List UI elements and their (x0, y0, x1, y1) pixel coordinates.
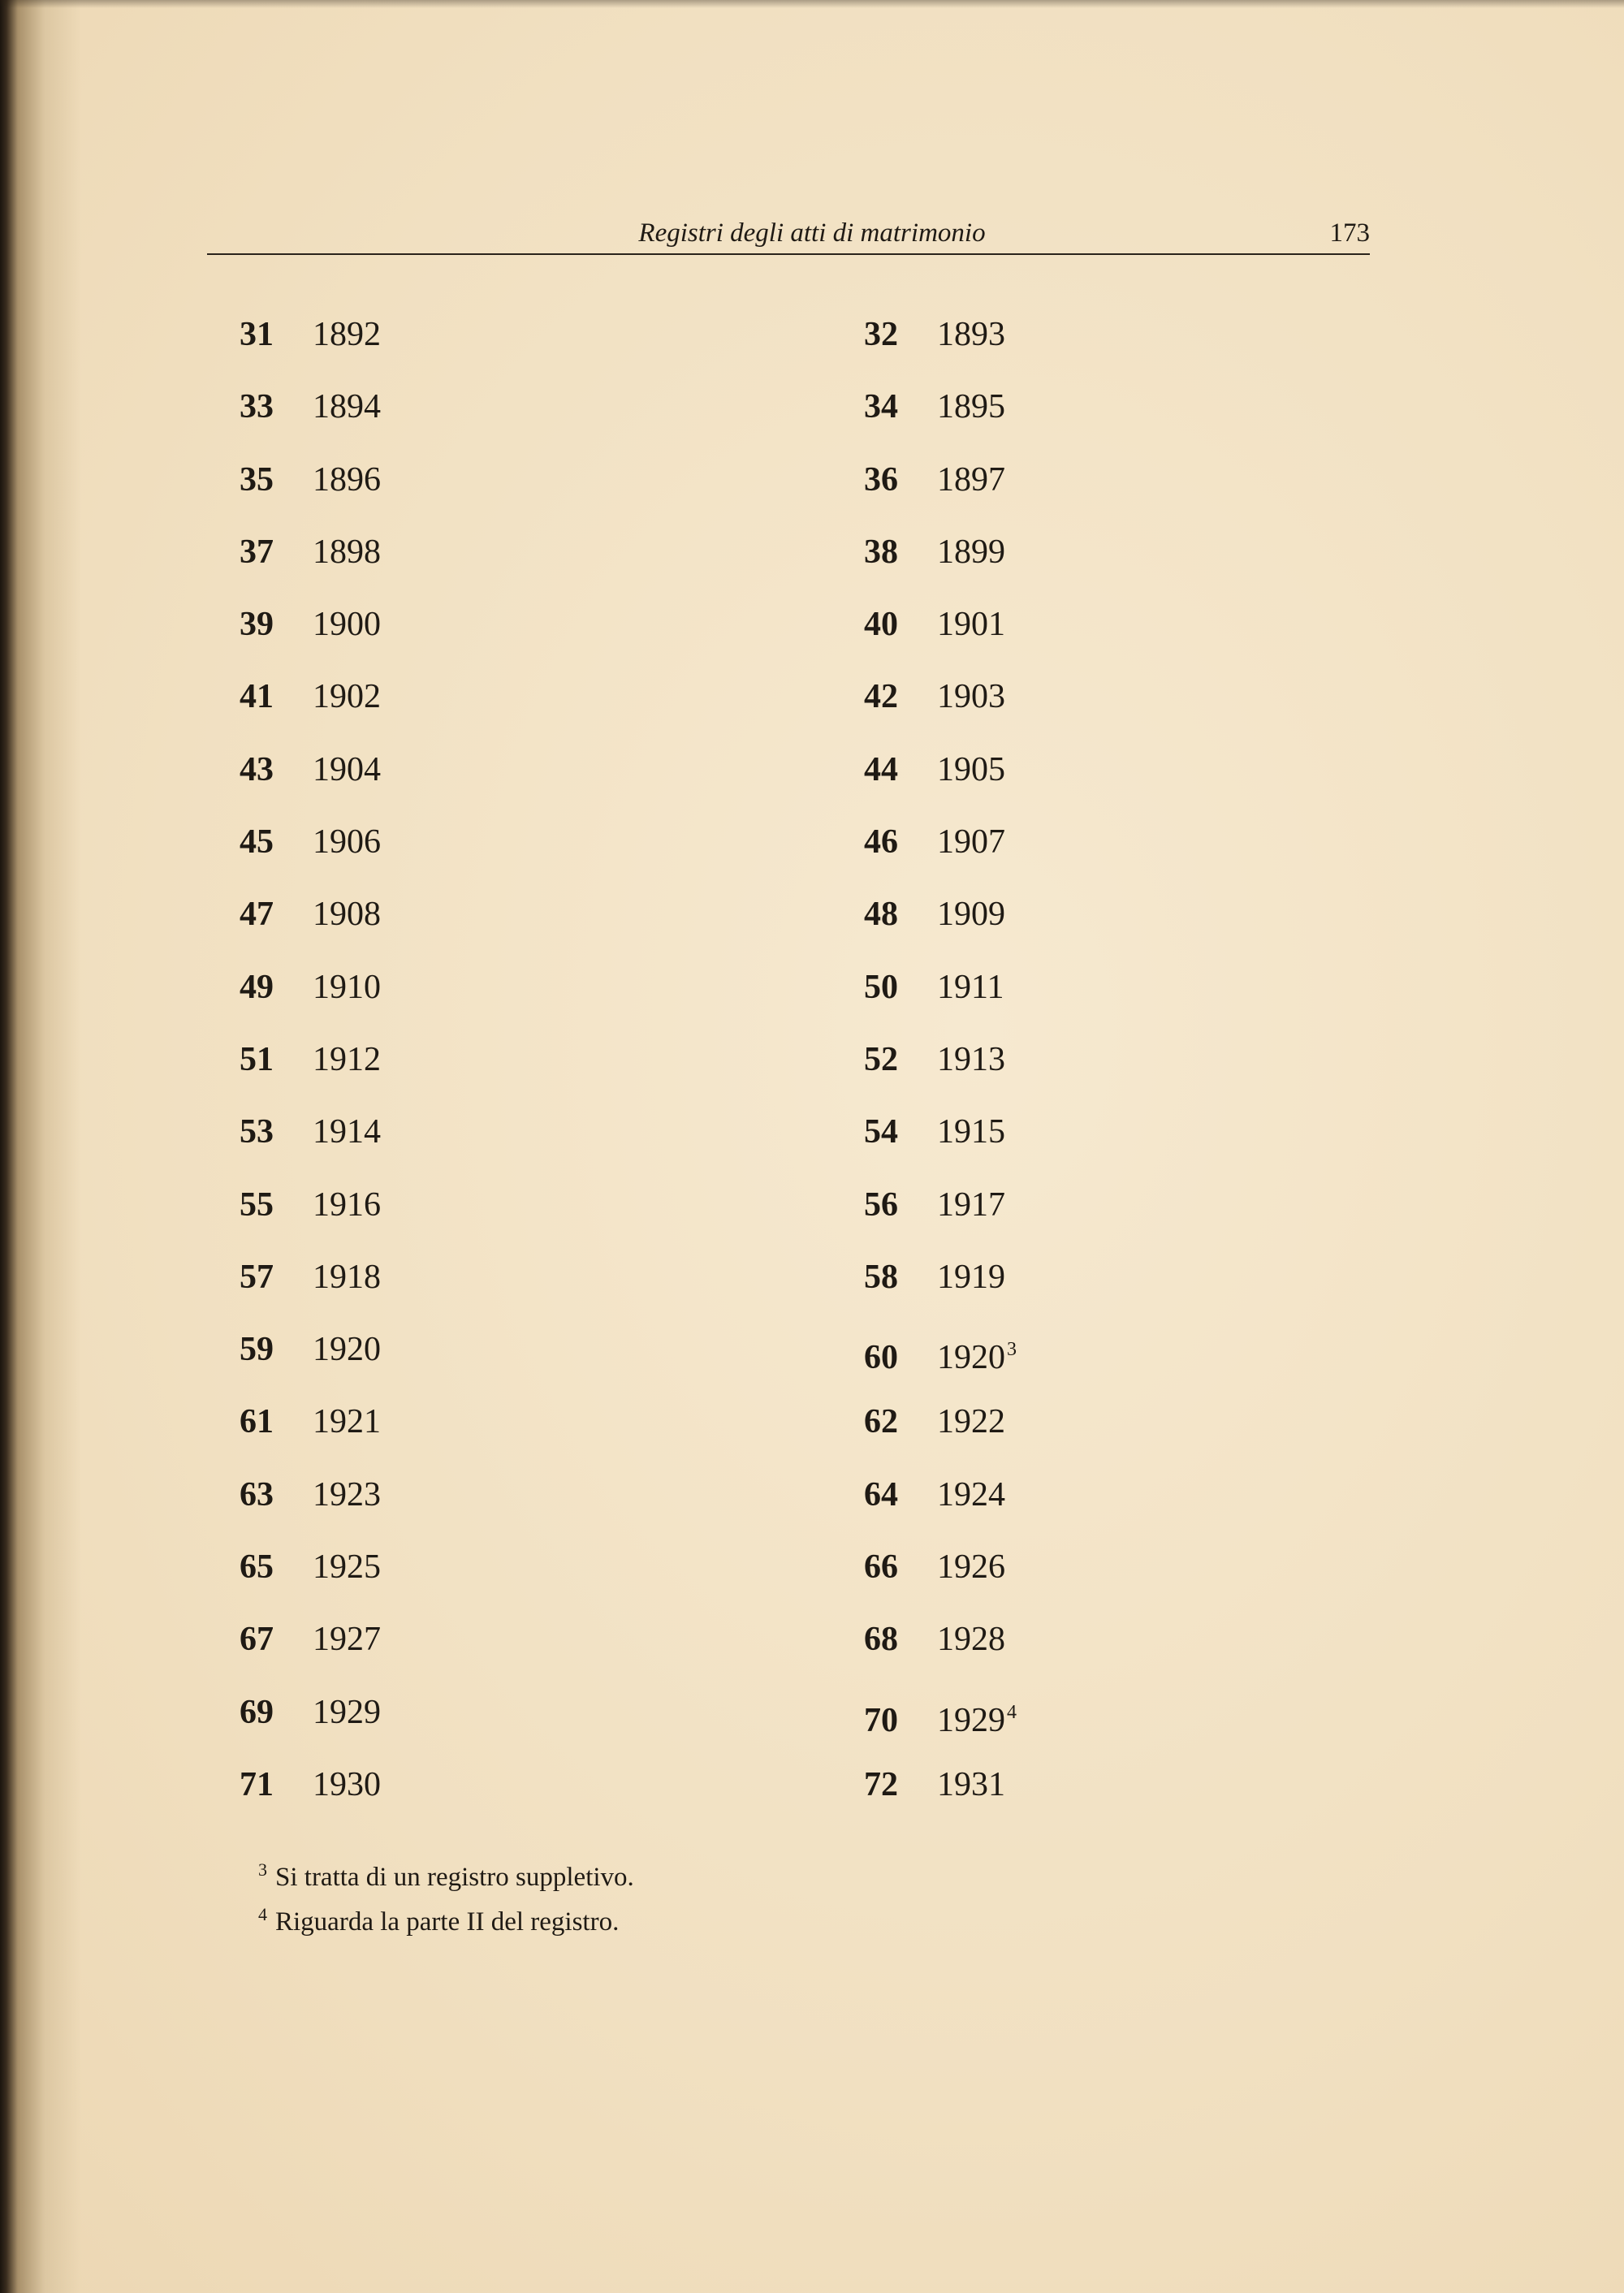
entry-year: 1895 (937, 388, 1005, 426)
entry-year: 1893 (937, 316, 1005, 353)
entry-year: 1900 (313, 606, 381, 644)
entry-number: 47 (240, 896, 274, 934)
register-entry (240, 1037, 564, 1109)
entry-year: 1904 (313, 750, 381, 788)
register-entry (864, 1762, 1189, 1834)
register-entry (240, 529, 564, 602)
entry-year: 1915 (937, 1113, 1005, 1151)
page-edge-shadow (0, 0, 1624, 8)
register-entry (864, 312, 1189, 384)
entry-year: 1894 (313, 388, 381, 426)
register-entry (240, 1254, 564, 1327)
entry-number: 40 (864, 606, 898, 644)
entry-number: 42 (864, 678, 898, 716)
page-number: 173 (1329, 218, 1370, 248)
footnote-reference: 4 (1007, 1701, 1017, 1723)
footnote-mark: 3 (258, 1859, 267, 1880)
entry-number: 67 (240, 1621, 274, 1659)
entry-year: 1931 (937, 1765, 1005, 1803)
entry-year: 1906 (313, 823, 381, 861)
entry-number: 43 (240, 750, 274, 788)
running-title: Registri degli atti di matrimonio (638, 218, 986, 248)
register-entry (240, 965, 564, 1037)
entry-year: 1905 (937, 750, 1005, 788)
entry-number: 33 (240, 388, 274, 426)
register-entry (864, 457, 1189, 529)
register-entry (864, 1617, 1189, 1689)
entry-year: 1918 (313, 1258, 381, 1296)
register-entry (864, 892, 1189, 964)
register-entry (864, 1254, 1189, 1327)
entry-number: 32 (864, 316, 898, 353)
entry-number: 31 (240, 316, 274, 353)
register-entry (864, 1544, 1189, 1617)
entry-number: 51 (240, 1040, 274, 1078)
entry-number: 37 (240, 533, 274, 571)
register-entry (240, 1544, 564, 1617)
entry-year: 1916 (313, 1185, 381, 1224)
entry-number: 55 (240, 1185, 274, 1224)
register-entry (864, 1182, 1189, 1254)
entry-number: 65 (240, 1548, 274, 1587)
entry-number: 48 (864, 896, 898, 934)
register-entry (240, 1327, 564, 1399)
register-entry (864, 1690, 1189, 1762)
footnote-mark: 4 (258, 1904, 267, 1924)
register-entry (864, 384, 1189, 456)
register-entry (240, 312, 564, 384)
entry-number: 54 (864, 1113, 898, 1151)
entry-year: 1914 (313, 1113, 381, 1151)
entry-number: 61 (240, 1403, 274, 1441)
register-entry (240, 457, 564, 529)
entry-number: 44 (864, 750, 898, 788)
entry-number: 72 (864, 1765, 898, 1803)
footnote (258, 1896, 634, 1941)
entry-number: 70 (864, 1701, 898, 1739)
entry-year: 1928 (937, 1621, 1005, 1659)
register-entry (864, 1327, 1189, 1399)
entry-number: 60 (864, 1339, 898, 1377)
register-entry (864, 1037, 1189, 1109)
register-entry (864, 674, 1189, 746)
register-entry (240, 747, 564, 819)
register-entry (240, 384, 564, 456)
entry-year: 1911 (937, 968, 1004, 1006)
register-entry (864, 1472, 1189, 1544)
register-entry (864, 965, 1189, 1037)
footnote-reference: 3 (1007, 1339, 1017, 1361)
entry-number: 49 (240, 968, 274, 1006)
entry-year: 1930 (313, 1765, 381, 1803)
entry-year: 1892 (313, 316, 381, 353)
entry-number: 63 (240, 1475, 274, 1514)
entry-year: 1909 (937, 896, 1005, 934)
register-entry (240, 1182, 564, 1254)
register-entry (864, 747, 1189, 819)
entry-number: 59 (240, 1331, 274, 1369)
register-entry (240, 1472, 564, 1544)
entry-year: 1897 (937, 460, 1005, 499)
entry-number: 64 (864, 1475, 898, 1514)
entry-number: 45 (240, 823, 274, 861)
register-entry (240, 1690, 564, 1762)
register-entry (240, 1109, 564, 1181)
entry-number: 46 (864, 823, 898, 861)
entry-number: 69 (240, 1693, 274, 1731)
entry-year: 1901 (937, 606, 1005, 644)
footnotes (258, 1851, 634, 1941)
register-entry (240, 1399, 564, 1471)
entry-number: 66 (864, 1548, 898, 1587)
entry-year: 1912 (313, 1040, 381, 1078)
entry-number: 38 (864, 533, 898, 571)
entry-number: 52 (864, 1040, 898, 1078)
entry-year: 1922 (937, 1403, 1005, 1441)
entry-year: 1908 (313, 896, 381, 934)
entry-number: 58 (864, 1258, 898, 1296)
entry-number: 71 (240, 1765, 274, 1803)
entry-year: 1924 (937, 1475, 1005, 1514)
entry-year: 1923 (313, 1475, 381, 1514)
entry-year: 1919 (937, 1258, 1005, 1296)
entry-year: 1927 (313, 1621, 381, 1659)
entry-year: 1910 (313, 968, 381, 1006)
register-entry (240, 892, 564, 964)
register-entry (240, 1617, 564, 1689)
register-entry (240, 1762, 564, 1834)
left-column (240, 312, 564, 1834)
entry-number: 68 (864, 1621, 898, 1659)
register-entry (864, 1399, 1189, 1471)
register-entry (864, 602, 1189, 674)
entry-number: 53 (240, 1113, 274, 1151)
entry-year: 1920 (937, 1339, 1005, 1377)
entry-number: 57 (240, 1258, 274, 1296)
entry-year: 1929 (313, 1693, 381, 1731)
entry-number: 39 (240, 606, 274, 644)
entry-year: 1925 (313, 1548, 381, 1587)
register-entry (240, 674, 564, 746)
footnote (258, 1851, 634, 1896)
entry-year: 1929 (937, 1701, 1005, 1739)
right-column (864, 312, 1189, 1834)
register-entry (240, 819, 564, 892)
entry-year: 1913 (937, 1040, 1005, 1078)
register-entry (864, 819, 1189, 892)
entry-year: 1921 (313, 1403, 381, 1441)
register-entry (864, 1109, 1189, 1181)
entry-number: 56 (864, 1185, 898, 1224)
entry-number: 50 (864, 968, 898, 1006)
entry-year: 1917 (937, 1185, 1005, 1224)
binding-shadow (0, 0, 81, 2293)
entry-number: 35 (240, 460, 274, 499)
entry-year: 1899 (937, 533, 1005, 571)
register-entry (864, 529, 1189, 602)
register-entry (240, 602, 564, 674)
entry-number: 34 (864, 388, 898, 426)
entry-year: 1920 (313, 1331, 381, 1369)
entry-number: 41 (240, 678, 274, 716)
footnote-text: Si tratta di un registro suppletivo. (275, 1863, 634, 1892)
entry-year: 1896 (313, 460, 381, 499)
entry-year: 1926 (937, 1548, 1005, 1587)
footnote-text: Riguarda la parte II del registro. (275, 1907, 620, 1937)
entry-year: 1903 (937, 678, 1005, 716)
running-header (207, 213, 1370, 255)
entry-year: 1898 (313, 533, 381, 571)
entry-year: 1907 (937, 823, 1005, 861)
entry-year: 1902 (313, 678, 381, 716)
entry-number: 62 (864, 1403, 898, 1441)
entry-number: 36 (864, 460, 898, 499)
